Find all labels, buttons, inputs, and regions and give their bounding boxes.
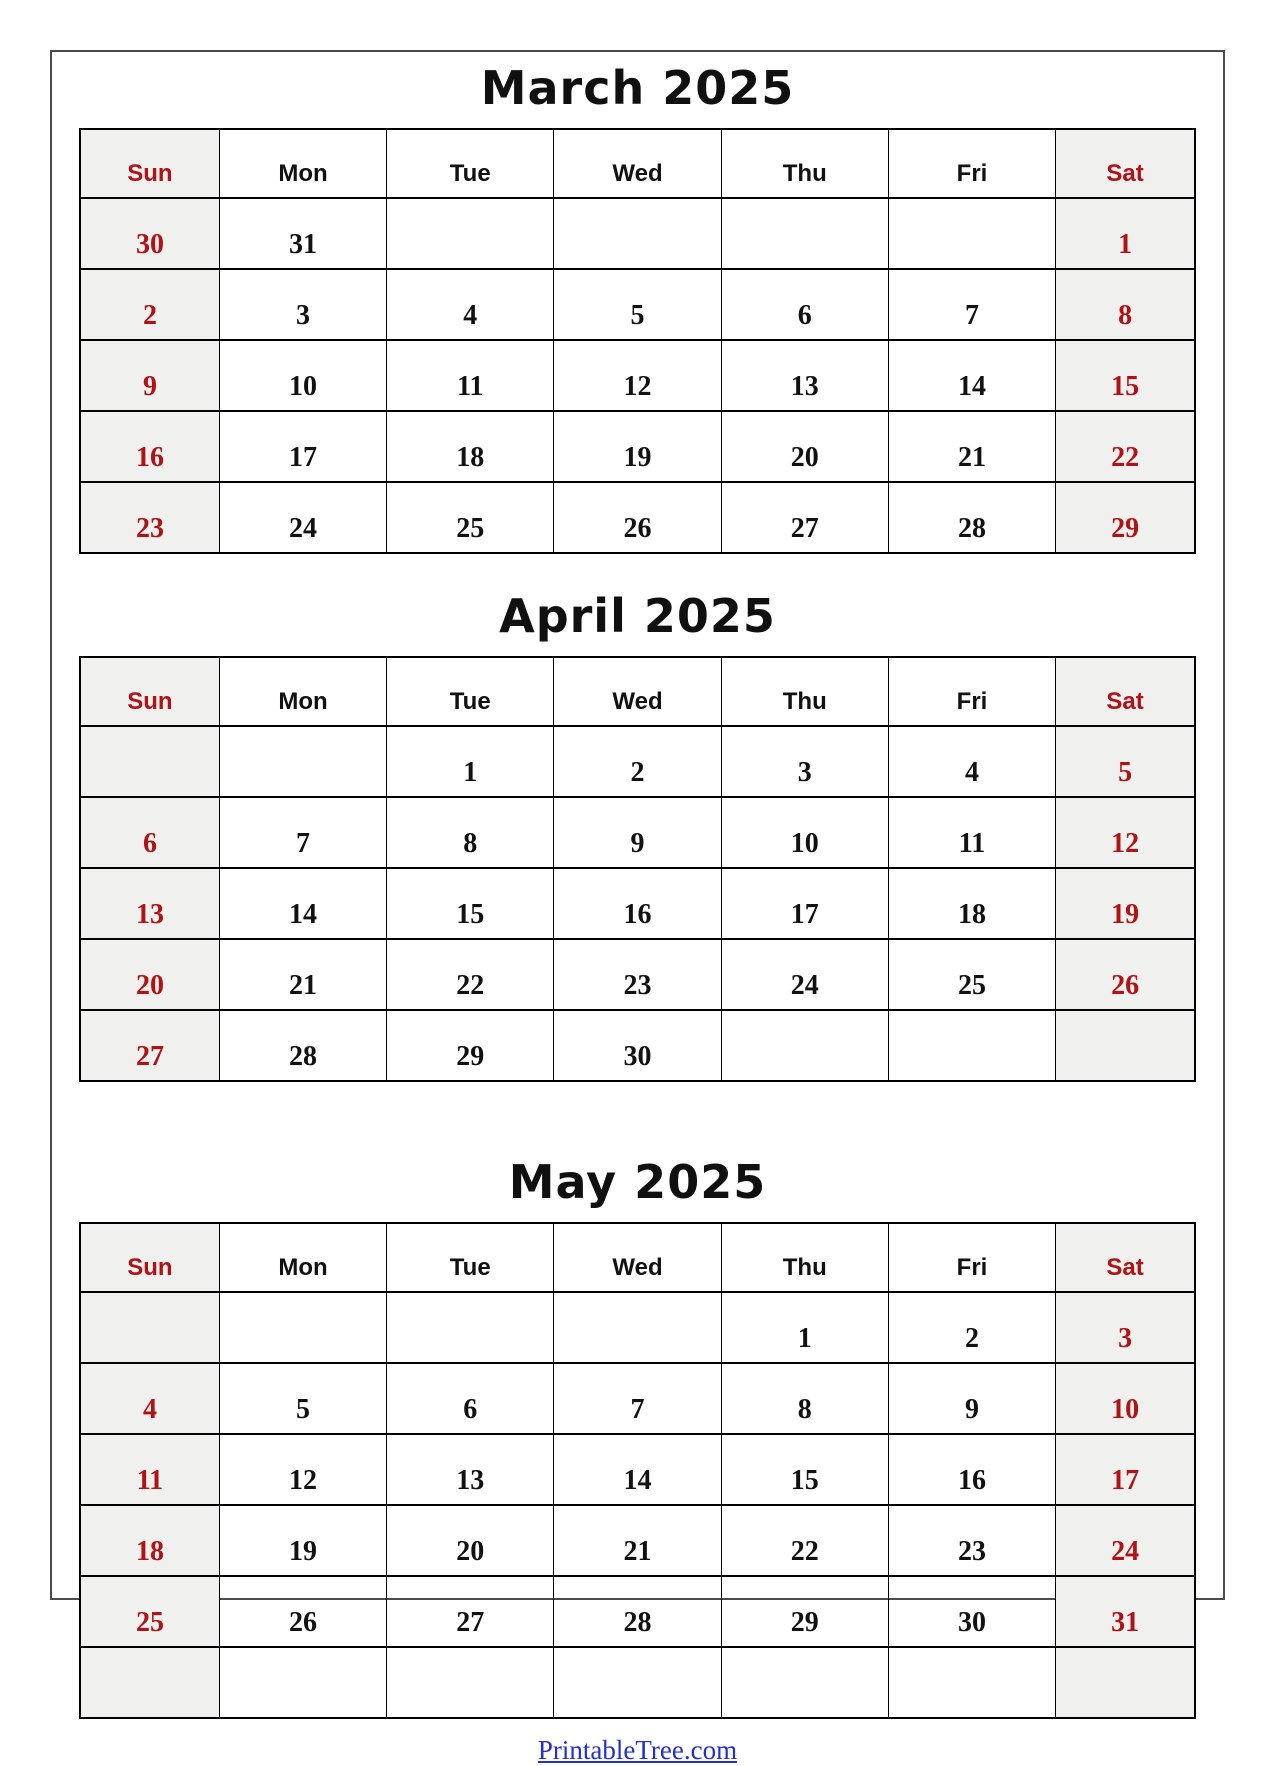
day-cell: 11 xyxy=(888,797,1055,868)
weekday-header-fri: Fri xyxy=(888,129,1055,198)
day-cell: 9 xyxy=(80,340,219,411)
week-row xyxy=(80,269,1195,340)
weekday-header-tue: Tue xyxy=(387,129,554,198)
day-cell: 24 xyxy=(219,482,386,553)
day-cell: 4 xyxy=(80,1363,219,1434)
empty-day-cell xyxy=(80,726,219,797)
day-cell: 16 xyxy=(888,1434,1055,1505)
day-cell: 3 xyxy=(721,726,888,797)
empty-day-cell xyxy=(554,198,721,269)
day-cell: 11 xyxy=(387,340,554,411)
week-row xyxy=(80,1292,1195,1363)
empty-day-cell xyxy=(219,1292,386,1363)
weekday-header-sun: Sun xyxy=(80,1223,219,1292)
day-cell: 2 xyxy=(888,1292,1055,1363)
day-cell: 17 xyxy=(1056,1434,1195,1505)
day-cell: 23 xyxy=(80,482,219,553)
day-cell: 6 xyxy=(387,1363,554,1434)
day-cell: 24 xyxy=(1056,1505,1195,1576)
empty-day-cell xyxy=(387,198,554,269)
day-cell: 29 xyxy=(721,1576,888,1647)
day-cell: 11 xyxy=(80,1434,219,1505)
weekday-header-sat: Sat xyxy=(1056,657,1195,726)
day-cell: 10 xyxy=(1056,1363,1195,1434)
week-row xyxy=(80,1576,1195,1647)
week-row xyxy=(80,482,1195,553)
calendar-table-may xyxy=(79,1222,1196,1719)
day-cell: 26 xyxy=(1056,939,1195,1010)
day-cell: 16 xyxy=(554,868,721,939)
day-cell: 12 xyxy=(1056,797,1195,868)
day-cell: 9 xyxy=(554,797,721,868)
day-cell: 17 xyxy=(721,868,888,939)
month-section-march xyxy=(52,60,1223,554)
day-cell: 7 xyxy=(888,269,1055,340)
weekday-header-fri: Fri xyxy=(888,1223,1055,1292)
day-cell: 29 xyxy=(1056,482,1195,553)
day-cell: 8 xyxy=(387,797,554,868)
week-row xyxy=(80,411,1195,482)
day-cell: 26 xyxy=(554,482,721,553)
week-row xyxy=(80,726,1195,797)
day-cell: 30 xyxy=(888,1576,1055,1647)
empty-day-cell xyxy=(888,1010,1055,1081)
weekday-header-thu: Thu xyxy=(721,657,888,726)
day-cell: 25 xyxy=(387,482,554,553)
day-cell: 25 xyxy=(80,1576,219,1647)
day-cell: 12 xyxy=(219,1434,386,1505)
day-cell: 31 xyxy=(1056,1576,1195,1647)
week-row xyxy=(80,868,1195,939)
day-cell: 13 xyxy=(721,340,888,411)
day-cell: 27 xyxy=(80,1010,219,1081)
empty-day-cell xyxy=(554,1292,721,1363)
day-cell: 12 xyxy=(554,340,721,411)
day-cell: 28 xyxy=(554,1576,721,1647)
day-cell: 27 xyxy=(387,1576,554,1647)
day-cell: 19 xyxy=(554,411,721,482)
weekday-header-fri: Fri xyxy=(888,657,1055,726)
day-cell: 1 xyxy=(387,726,554,797)
weekday-header-wed: Wed xyxy=(554,129,721,198)
day-cell: 15 xyxy=(1056,340,1195,411)
calendar-table-april xyxy=(79,656,1196,1082)
week-row xyxy=(80,1647,1195,1718)
weekday-header-sun: Sun xyxy=(80,129,219,198)
day-cell: 5 xyxy=(1056,726,1195,797)
empty-day-cell xyxy=(721,1010,888,1081)
weekday-header-wed: Wed xyxy=(554,657,721,726)
day-cell: 4 xyxy=(888,726,1055,797)
footer-link[interactable]: PrintableTree.com xyxy=(537,1735,738,1765)
month-title-march: March 2025 xyxy=(480,61,795,115)
calendar-table-march xyxy=(79,128,1196,554)
day-cell: 8 xyxy=(1056,269,1195,340)
day-cell: 22 xyxy=(1056,411,1195,482)
day-cell: 28 xyxy=(219,1010,386,1081)
day-cell: 22 xyxy=(721,1505,888,1576)
empty-day-cell xyxy=(80,1292,219,1363)
empty-day-cell xyxy=(387,1292,554,1363)
day-cell: 3 xyxy=(219,269,386,340)
empty-day-cell xyxy=(1056,1647,1195,1718)
day-cell: 10 xyxy=(721,797,888,868)
day-cell: 15 xyxy=(721,1434,888,1505)
weekday-header-row xyxy=(80,129,1195,198)
weekday-header-row xyxy=(80,1223,1195,1292)
day-cell: 16 xyxy=(80,411,219,482)
week-row xyxy=(80,1363,1195,1434)
week-row xyxy=(80,1505,1195,1576)
day-cell: 20 xyxy=(387,1505,554,1576)
empty-day-cell xyxy=(80,1647,219,1718)
day-cell: 30 xyxy=(554,1010,721,1081)
day-cell: 13 xyxy=(80,868,219,939)
day-cell: 28 xyxy=(888,482,1055,553)
day-cell: 18 xyxy=(888,868,1055,939)
day-cell: 4 xyxy=(387,269,554,340)
day-cell: 6 xyxy=(721,269,888,340)
day-cell: 25 xyxy=(888,939,1055,1010)
day-cell: 31 xyxy=(219,198,386,269)
day-cell: 23 xyxy=(888,1505,1055,1576)
weekday-header-sun: Sun xyxy=(80,657,219,726)
day-cell: 7 xyxy=(219,797,386,868)
day-cell: 18 xyxy=(387,411,554,482)
month-title-may: May 2025 xyxy=(508,1155,767,1209)
weekday-header-tue: Tue xyxy=(387,657,554,726)
day-cell: 5 xyxy=(219,1363,386,1434)
day-cell: 10 xyxy=(219,340,386,411)
weekday-header-sat: Sat xyxy=(1056,129,1195,198)
week-row xyxy=(80,939,1195,1010)
empty-day-cell xyxy=(554,1647,721,1718)
empty-day-cell xyxy=(888,198,1055,269)
empty-day-cell xyxy=(219,1647,386,1718)
day-cell: 23 xyxy=(554,939,721,1010)
weekday-header-row xyxy=(80,657,1195,726)
day-cell: 3 xyxy=(1056,1292,1195,1363)
day-cell: 14 xyxy=(219,868,386,939)
day-cell: 6 xyxy=(80,797,219,868)
week-row xyxy=(80,1434,1195,1505)
weekday-header-mon: Mon xyxy=(219,1223,386,1292)
calendar-sheet xyxy=(50,50,1225,1765)
day-cell: 20 xyxy=(721,411,888,482)
day-cell: 1 xyxy=(721,1292,888,1363)
week-row xyxy=(80,340,1195,411)
week-row xyxy=(80,797,1195,868)
weekday-header-wed: Wed xyxy=(554,1223,721,1292)
empty-day-cell xyxy=(1056,1010,1195,1081)
day-cell: 13 xyxy=(387,1434,554,1505)
month-section-may xyxy=(52,1154,1223,1719)
month-title-april: April 2025 xyxy=(499,589,776,643)
week-row xyxy=(80,1010,1195,1081)
day-cell: 21 xyxy=(554,1505,721,1576)
empty-day-cell xyxy=(888,1647,1055,1718)
day-cell: 24 xyxy=(721,939,888,1010)
day-cell: 26 xyxy=(219,1576,386,1647)
empty-day-cell xyxy=(219,726,386,797)
day-cell: 19 xyxy=(219,1505,386,1576)
day-cell: 21 xyxy=(219,939,386,1010)
footer xyxy=(52,1735,1223,1766)
day-cell: 2 xyxy=(80,269,219,340)
day-cell: 21 xyxy=(888,411,1055,482)
day-cell: 14 xyxy=(554,1434,721,1505)
day-cell: 9 xyxy=(888,1363,1055,1434)
day-cell: 19 xyxy=(1056,868,1195,939)
weekday-header-thu: Thu xyxy=(721,129,888,198)
weekday-header-tue: Tue xyxy=(387,1223,554,1292)
day-cell: 1 xyxy=(1056,198,1195,269)
day-cell: 15 xyxy=(387,868,554,939)
month-section-april xyxy=(52,588,1223,1082)
day-cell: 22 xyxy=(387,939,554,1010)
weekday-header-mon: Mon xyxy=(219,657,386,726)
weekday-header-sat: Sat xyxy=(1056,1223,1195,1292)
empty-day-cell xyxy=(721,1647,888,1718)
day-cell: 5 xyxy=(554,269,721,340)
empty-day-cell xyxy=(387,1647,554,1718)
day-cell: 20 xyxy=(80,939,219,1010)
day-cell: 30 xyxy=(80,198,219,269)
day-cell: 29 xyxy=(387,1010,554,1081)
day-cell: 17 xyxy=(219,411,386,482)
weekday-header-mon: Mon xyxy=(219,129,386,198)
day-cell: 7 xyxy=(554,1363,721,1434)
day-cell: 27 xyxy=(721,482,888,553)
week-row xyxy=(80,198,1195,269)
empty-day-cell xyxy=(721,198,888,269)
day-cell: 18 xyxy=(80,1505,219,1576)
day-cell: 8 xyxy=(721,1363,888,1434)
weekday-header-thu: Thu xyxy=(721,1223,888,1292)
day-cell: 14 xyxy=(888,340,1055,411)
day-cell: 2 xyxy=(554,726,721,797)
